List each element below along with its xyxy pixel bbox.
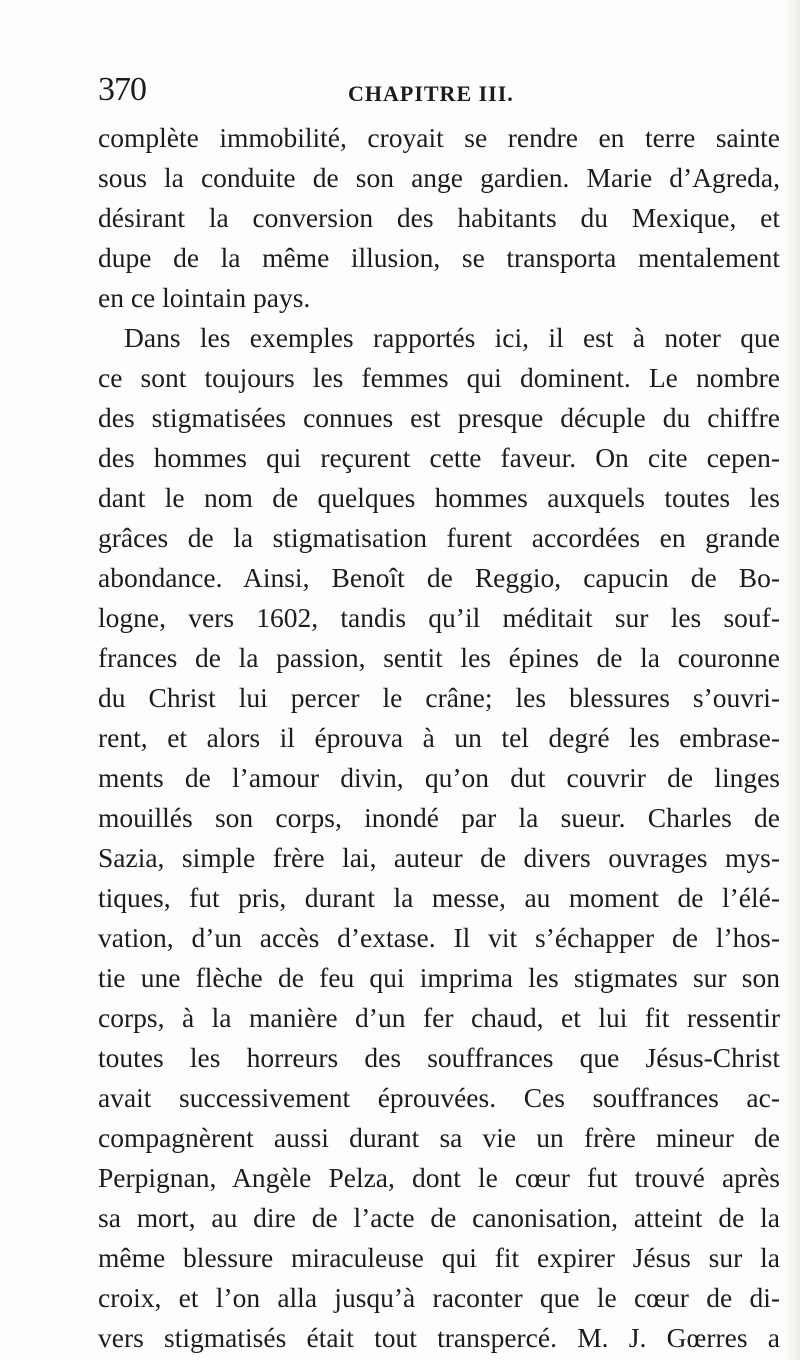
text-line: vers stigmatisés était tout transpercé. M. J. Gœrres a [98, 1322, 780, 1353]
text-line: mouillés son corps, inondé par la sueur. Charles de [98, 802, 780, 833]
text-line: toutes les horreurs des souffrances que Jésus-Christ [98, 1042, 780, 1073]
text-line: sa mort, au dire de l’acte de canonisation, atteint de la [98, 1202, 780, 1233]
text-line: ments de l’amour divin, qu’on dut couvrir de linges [98, 762, 780, 793]
text-line: frances de la passion, sentit les épines de la couronne [98, 642, 780, 673]
text-line: ce sont toujours les femmes qui dominent. Le nombre [98, 362, 780, 393]
text-line: du Christ lui percer le crâne; les blessures s’ouvri- [98, 682, 780, 713]
text-line: complète immobilité, croyait se rendre en terre sainte [98, 122, 780, 153]
text-line: compagnèrent aussi durant sa vie un frère mineur de [98, 1122, 780, 1153]
text-line: grâces de la stigmatisation furent accordées en grande [98, 522, 780, 553]
text-line: Dans les exemples rapportés ici, il est à noter que [124, 322, 780, 353]
text-line: avait successivement éprouvées. Ces souffrances ac- [98, 1082, 780, 1113]
text-line: rent, et alors il éprouva à un tel degré les embrase- [98, 722, 780, 753]
body-text [98, 118, 780, 1358]
text-line: sous la conduite de son ange gardien. Marie d’Agreda, [98, 162, 780, 193]
running-head: CHAPITRE III. [348, 81, 514, 106]
text-line: vation, d’un accès d’extase. Il vit s’échapper de l’hos- [98, 922, 780, 953]
text-line: des stigmatisées connues est presque décuple du chiffre [98, 402, 780, 433]
text-line: en ce lointain pays. [98, 282, 311, 313]
text-line: corps, à la manière d’un fer chaud, et lui fit ressentir [98, 1002, 780, 1033]
page-edge-shadow [786, 0, 800, 1360]
text-line: dant le nom de quelques hommes auxquels toutes les [98, 482, 780, 513]
text-line: des hommes qui reçurent cette faveur. On cite cepen- [98, 442, 780, 473]
text-line: tiques, fut pris, durant la messe, au moment de l’élé- [98, 882, 780, 913]
text-line: abondance. Ainsi, Benoît de Reggio, capucin de Bo- [98, 562, 780, 593]
text-line: dupe de la même illusion, se transporta mentalement [98, 242, 780, 273]
text-line: croix, et l’on alla jusqu’à raconter que le cœur de di- [98, 1282, 780, 1313]
text-line: Perpignan, Angèle Pelza, dont le cœur fut trouvé après [98, 1162, 780, 1193]
page-number: 370 [98, 71, 146, 108]
text-line: Sazia, simple frère lai, auteur de divers ouvrages mys- [98, 842, 780, 873]
text-line: tie une flèche de feu qui imprima les stigmates sur son [98, 962, 780, 993]
text-line: même blessure miraculeuse qui fit expirer Jésus sur la [98, 1242, 780, 1273]
text-line: logne, vers 1602, tandis qu’il méditait sur les souf- [98, 602, 780, 633]
page-header [98, 70, 778, 114]
text-line: désirant la conversion des habitants du Mexique, et [98, 202, 780, 233]
